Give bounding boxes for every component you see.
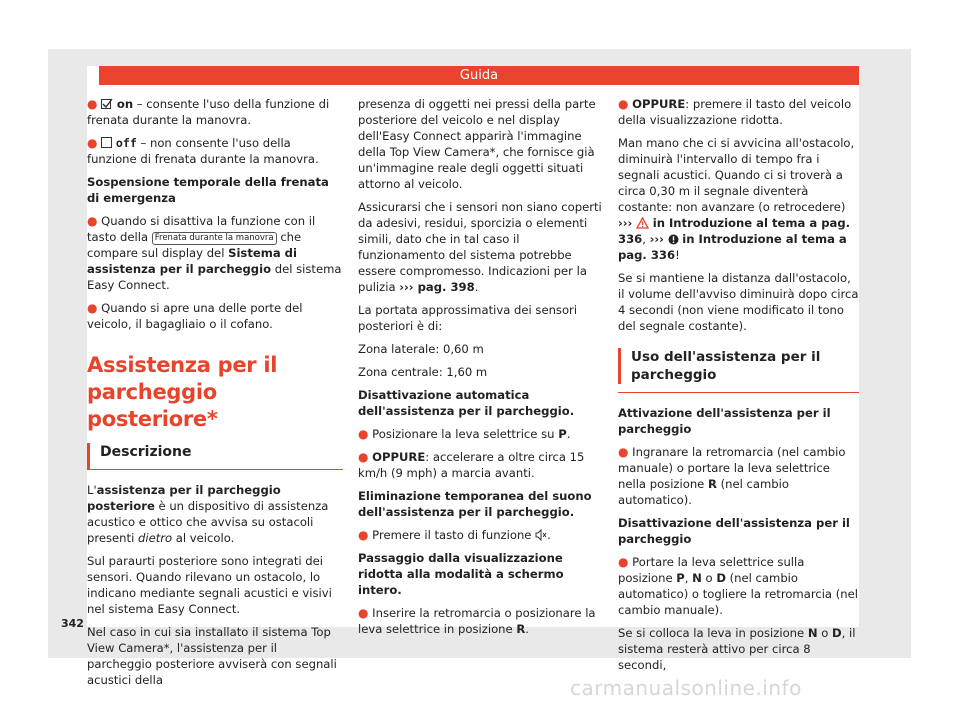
list-item: ● Inserire la retromarcia o posizionare la leva selettrice in posizione R. (358, 606, 596, 636)
paragraph: Sul paraurti posteriore sono integrati dei sensori. Quando rilevano un ostacolo, lo indicano mediante segnali acustici e visivi nel sistema Easy Connect. (87, 554, 332, 616)
paragraph: Assicurarsi che i sensori non siano coperti da adesivi, residui, sporcizia o elementi simili, dato che in tal caso il funzionamento del sistema potrebbe essere compromesso. Indicazioni per la pulizia ››› pag. 398. (358, 200, 602, 294)
column-1 (87, 96, 343, 695)
list-item: ● Premere il tasto di funzione . (358, 528, 551, 542)
column-2 (358, 96, 603, 644)
list-item: ● OPPURE: accelerare a oltre circa 15 km/h (9 mph) a marcia avanti. (358, 450, 585, 480)
list-item: ● Ingranare la retromarcia (nel cambio manuale) o portare la leva selettrice nella posizione R (nel cambio automatico). (618, 445, 846, 507)
reference-link[interactable]: in Introduzione al tema a pag. 336 (618, 232, 847, 262)
paragraph: L'assistenza per il parcheggio posteriore è un dispositivo di assistenza acustico e ottico che avvisa su ostacoli presenti dietro al veicolo. (87, 483, 329, 545)
paragraph: Se si colloca la leva in posizione N o D, il sistema resterà attivo per circa 8 secondi, (618, 626, 856, 672)
list-item: ● Posizionare la leva selettrice su P. (358, 427, 571, 441)
list-item: ● Quando si apre una delle porte del veicolo, il bagagliaio o il cofano. (87, 301, 303, 331)
section-divider (618, 392, 859, 393)
list-item: ● Portare la leva selettrice sulla posizione P, N o D (nel cambio automatico) o togliere la retromarcia (nel cambio manuale). (618, 555, 858, 617)
list-item: ● Quando si disattiva la funzione con il tasto della Frenata durante la manovra che compare sul display del Sistema di assistenza per il parcheggio del sistema Easy Connect. (87, 214, 342, 292)
zone-lateral: Zona laterale: 0,60 m (358, 342, 484, 356)
deactivation-heading: Disattivazione dell'assistenza per il parcheggio (618, 516, 850, 546)
paragraph: Man mano che ci si avvicina all'ostacolo, diminuirà l'intervallo di tempo fra i segnali acustici. Quando ci si troverà a circa 0,30 m il segnale diventerà costante: non avanzare (o retrocedere) ››› in Introduzione al tema a pag. 336, ››› in Introduzione al tema a pag. 336! (618, 136, 855, 262)
paragraph: La portata approssimativa dei sensori posteriori è di: (358, 303, 578, 333)
paragraph: Nel caso in cui sia installato il sistema Top View Camera*, l'assistenza per il parcheggio posteriore avviserà con segnali acustici della (87, 625, 337, 687)
list-item: ● OPPURE: premere il tasto del veicolo della visualizzazione ridotta. (618, 97, 852, 127)
checkbox-checked-icon (101, 98, 113, 110)
auto-off-heading: Disattivazione automatica dell'assistenza per il parcheggio. (358, 388, 575, 418)
mute-speaker-icon (535, 529, 547, 541)
description-heading: Descrizione (100, 444, 192, 460)
mute-heading: Eliminazione temporanea del suono dell'assistenza per il parcheggio. (358, 489, 592, 519)
subsection-header (618, 348, 859, 384)
chapter-header: Guida (99, 66, 859, 85)
checkbox-empty-icon (101, 137, 112, 148)
subsection-header (87, 443, 343, 470)
warning-triangle-icon (636, 217, 649, 229)
watermark: carmanualsonline.info (570, 676, 802, 700)
activation-heading: Attivazione dell'assistenza per il parcheggio (618, 406, 831, 436)
option-on: ● on – consente l'uso della funzione di frenata durante la manovra. (87, 97, 330, 127)
info-alert-icon (668, 234, 679, 245)
section-title: Assistenza per il parcheggio posteriore* (87, 353, 278, 431)
page-number: 342 (61, 617, 84, 630)
option-off: ● off – non consente l'uso della funzione di frenata durante la manovra. (87, 136, 319, 166)
paragraph: presenza di oggetti nei pressi della parte posteriore del veicolo e nel display dell'Easy Connect apparirà l'immagine della Top View Camera*, che fornisce già un'immagine reale degli oggetti situati attorno al veicolo. (358, 97, 596, 191)
suspend-heading: Sospensione temporale della frenata di emergenza (87, 175, 329, 205)
function-button-label: Frenata durante la manovra (152, 232, 277, 245)
reference-link[interactable]: in Introduzione al tema a pag. 336 (618, 216, 851, 246)
column-3 (618, 96, 859, 680)
page-reference-link[interactable]: ››› pag. 398 (399, 280, 475, 294)
usage-heading: Uso dell'assistenza per il parcheggio (631, 349, 821, 383)
paragraph: Se si mantiene la distanza dall'ostacolo, il volume dell'avviso diminuirà dopo circa 4 secondi (non viene modificato il tono del segnale costante). (618, 271, 859, 333)
zone-central: Zona centrale: 1,60 m (358, 365, 488, 379)
switch-heading: Passaggio dalla visualizzazione ridotta alla modalità a schermo intero. (358, 551, 564, 597)
